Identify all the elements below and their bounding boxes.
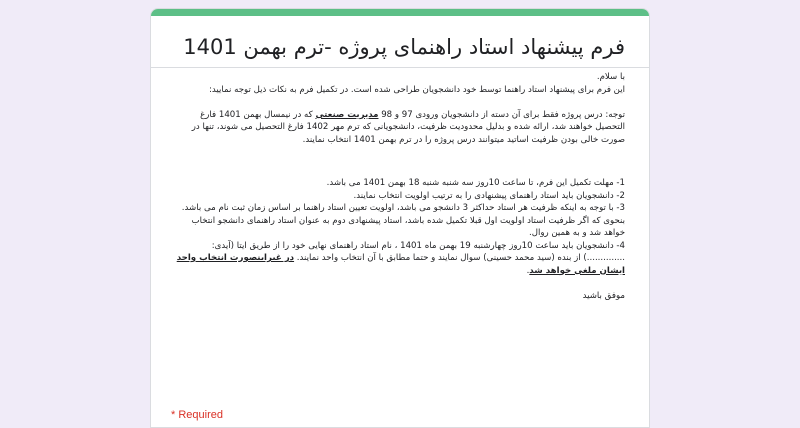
title-divider <box>151 67 649 68</box>
form-title: فرم پیشنهاد استاد راهنمای پروژه -ترم بهمن 1401 <box>183 35 625 59</box>
note-bold-field: مدیریت صنعتی <box>315 109 379 120</box>
intro-text: این فرم برای پیشنهاد استاد راهنما توسط خود دانشجویان طراحی شده است. در تکمیل فرم به نکات ذیل توجه نمایید: <box>209 84 625 95</box>
note-part1: توجه: درس پروژه فقط برای آن دسته از دانشجویان ورودی 97 و 98 <box>381 109 625 120</box>
rule-item-2: 2- دانشجویان باید استاد راهنمای پیشنهادی را به ترتیب اولویت انتخاب نمایند. <box>353 190 625 201</box>
rule-item-1: 1- مهلت تکمیل این فرم، تا ساعت 10روز سه شنبه شنبه 18 بهمن 1401 می باشد. <box>326 178 625 188</box>
rule-item-3: 3- با توجه به اینکه ظرفیت هر استاد حداکثر 3 دانشجو می باشد، اولویت تعیین استاد راهنما بر اساس زمان ثبت نام می باشد. بنحوی که اگر ظرفیت استاد اولویت اول قبلا تکمیل شده باشد، استاد پیشنهادی دوم به عنوان استاد راهنمای دانشجو انتخاب خواهد شد و به همین روال. <box>181 203 625 238</box>
note-part2: که در نیمسال بهمن 1401 فارغ التحصیل خواهند شد، ارائه شده و بدلیل محدودیت ظرفیت، دانشجویانی که ترم مهر 1402 فارغ التحصیل می شوند، تنها در صورت خالی بودن ظرفیت اساتید میتوانند درس پروژه را در ترم بهمن 1401 انتخاب نمایند. <box>191 109 625 145</box>
rule-item-4: 4- دانشجویان باید ساعت 10روز چهارشنبه 19 بهمن ماه 1401 ، نام استاد راهنمای نهایی خود را از طریق ایتا (آیدی: ..............) از بنده (سید محمد حسینی) سوال نمایند و حتما مطابق با آن انتخاب واحد نمایند. در غیراینصورت انتخاب واحد ایشان ملغی خواهد شد. <box>176 240 625 276</box>
rule-item-4-warning: در غیراینصورت انتخاب واحد ایشان ملغی خواهد شد <box>176 253 625 276</box>
closing-text: موفق باشید <box>582 290 625 301</box>
required-label: * Required <box>171 409 223 421</box>
greeting-text: با سلام. <box>596 72 625 82</box>
form-description <box>171 71 625 302</box>
rule-item-4-text: 4- دانشجویان باید ساعت 10روز چهارشنبه 19 بهمن ماه 1401 ، نام استاد راهنمای نهایی خود را از طریق ایتا (آیدی: ..............) از بنده (سید محمد حسینی) سوال نمایند و حتما مطابق با آن انتخاب واحد نمایند. <box>211 240 625 263</box>
note-text <box>171 109 625 147</box>
form-header-accent <box>151 9 649 16</box>
form-card <box>150 8 650 428</box>
